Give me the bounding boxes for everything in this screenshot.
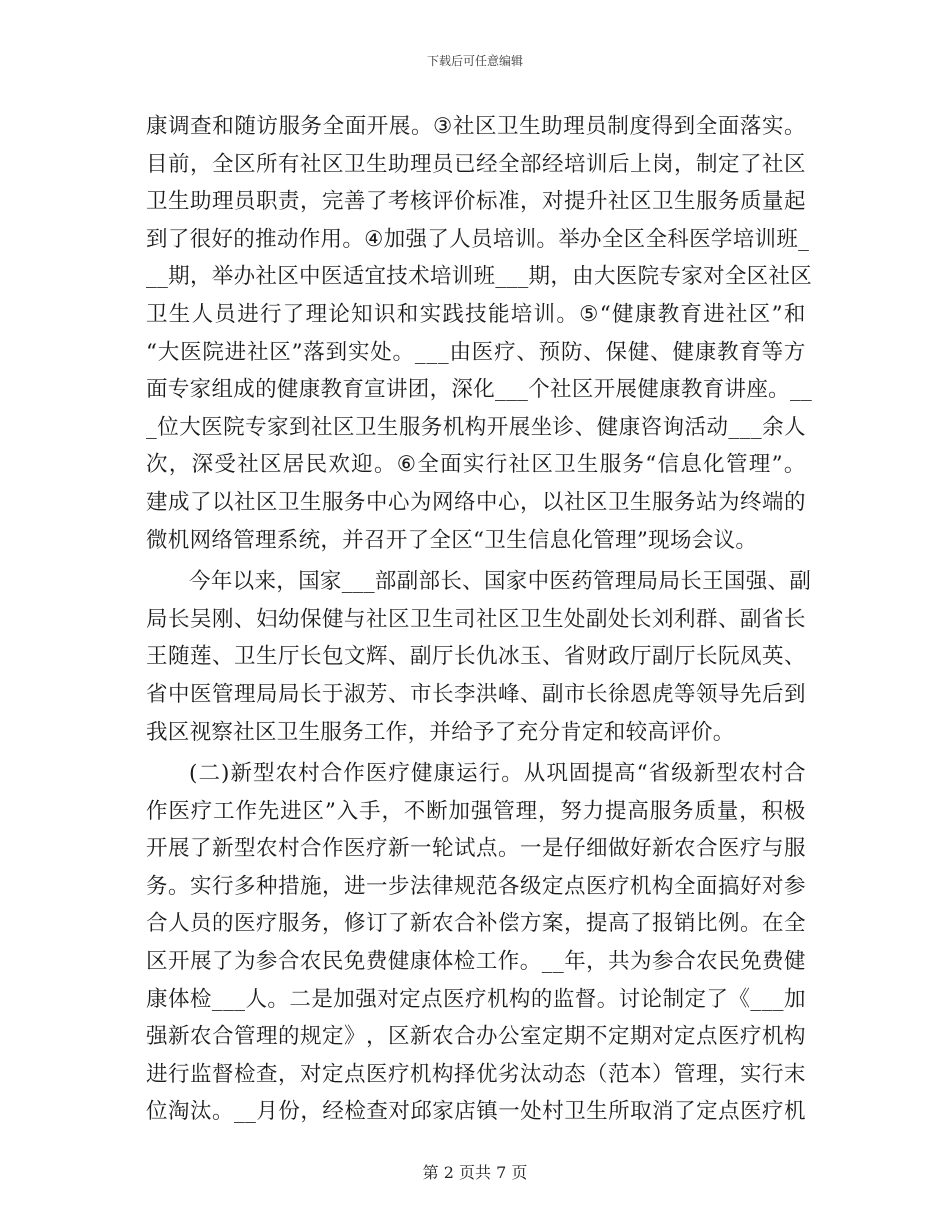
text-line: 王 随 莲 、 卫 生 厅 长 包 文 辉 、 副 厅 长 仇 冰 玉 、 省 财 政 厅 副 厅 长 阮 凤 英 、 xyxy=(146,644,806,670)
text-line: 康 体 检 _ _ _ 人 。 二 是 加 强 对 定 点 医 疗 机 构 的 监 督 。 讨 论 制 定 了 《 _ _ _ 加 xyxy=(146,986,806,1012)
text-line: 强 新 农 合 管 理 的 规 定 》 ， 区 新 农 合 办 公 室 定 期 不 定 期 对 定 点 医 疗 机 构 xyxy=(146,1024,806,1050)
text-line: 合 人 员 的 医 疗 服 务 ， 修 订 了 新 农 合 补 偿 方 案 ， 提 高 了 报 销 比 例 。 在 全 xyxy=(146,911,806,937)
text-line: _ _ 期 ， 举 办 社 区 中 医 适 宜 技 术 培 训 班 _ _ _ 期 ， 由 大 医 院 专 家 对 全 区 社 区 xyxy=(146,264,813,290)
text-line: 次 ， 深 受 社 区 居 民 欢 迎 。 ⑥ 全 面 实 行 社 区 卫 生 服 务 “ 信 息 化 管 理 ” 。 xyxy=(146,452,806,478)
text-line: 今 年 以 来 ， 国 家 _ _ _ 部 副 部 长 、 国 家 中 医 药 管 理 局 局 长 王 国 强 、 副 xyxy=(189,569,812,595)
text-line: “ 大 医 院 进 社 区 ” 落 到 实 处 。 _ _ _ 由 医 疗 、 预 防 、 保 健 、 健 康 教 育 等 方 xyxy=(146,339,806,365)
paragraph xyxy=(146,755,806,1131)
text-line: 开 展 了 新 型 农 村 合 作 医 疗 新 一 轮 试 点 。 一 是 仔 细 做 好 新 农 合 医 疗 与 服 xyxy=(146,836,806,862)
text-line: 我区视察社区卫生服务工作，并给予了充分肯定和较高评价。 xyxy=(146,719,735,745)
text-line: 务 。 实 行 多 种 措 施 ， 进 一 步 法 律 规 范 各 级 定 点 医 疗 机 构 全 面 搞 好 对 参 xyxy=(146,873,806,899)
text-line: 作 医 疗 工 作 先 进 区 ” 入 手 ， 不 断 加 强 管 理 ， 努 力 提 高 服 务 质 量 ， 积 极 xyxy=(146,798,806,824)
text-line: ( 二 ) 新 型 农 村 合 作 医 疗 健 康 运 行 。 从 巩 固 提 高 “ 省 级 新 型 农 村 合 xyxy=(189,761,806,787)
page-number: 第 2 页共 7 页 xyxy=(422,1163,528,1182)
paragraph xyxy=(146,108,813,559)
text-line: 面 专 家 组 成 的 健 康 教 育 宣 讲 团 ， 深 化 _ _ _ 个 社 区 开 展 健 康 教 育 讲 座 。 _ _ xyxy=(146,377,813,403)
text-line: 目 前 ， 全 区 所 有 社 区 卫 生 助 理 员 已 经 全 部 经 培 训 后 上 岗 ， 制 定 了 社 区 xyxy=(146,151,806,177)
document-body xyxy=(146,108,813,1131)
text-line: 到 了 很 好 的 推 动 作 用 。 ④ 加 强 了 人 员 培 训 。 举 办 全 区 全 科 医 学 培 训 班 _ xyxy=(146,226,810,252)
paragraph xyxy=(146,563,812,751)
text-line: 卫 生 助 理 员 职 责 ， 完 善 了 考 核 评 价 标 准 ， 对 提 升 社 区 卫 生 服 务 质 量 起 xyxy=(146,189,806,215)
page-header: 下载后可任意编辑 xyxy=(426,54,523,68)
text-line: 建 成 了 以 社 区 卫 生 服 务 中 心 为 网 络 中 心 ， 以 社 区 卫 生 服 务 站 为 终 端 的 xyxy=(146,489,806,515)
text-line: 康 调 查 和 随 访 服 务 全 面 开 展 。 ③ 社 区 卫 生 助 理 员 制 度 得 到 全 面 落 实 。 xyxy=(146,114,806,139)
text-line: 省 中 医 管 理 局 局 长 于 淑 芳 、 市 长 李 洪 峰 、 副 市 长 徐 恩 虎 等 领 导 先 后 到 xyxy=(146,681,806,707)
text-line: _ 位 大 医 院 专 家 到 社 区 卫 生 服 务 机 构 开 展 坐 诊 、 健 康 咨 询 活 动 _ _ _ 余 人 xyxy=(146,414,806,440)
text-line: 局 长 吴 刚 、 妇 幼 保 健 与 社 区 卫 生 司 社 区 卫 生 处 副 处 长 刘 利 群 、 副 省 长 xyxy=(146,606,806,632)
text-line: 微机网络管理系统，并召开了全区“卫生信息化管理”现场会议。 xyxy=(146,527,758,553)
text-line: 位 淘 汰 。 _ _ 月 份 ， 经 检 查 对 邱 家 店 镇 一 处 村 卫 生 所 取 消 了 定 点 医 疗 机 xyxy=(146,1099,806,1125)
text-line: 卫 生 人 员 进 行 了 理 论 知 识 和 实 践 技 能 培 训 。 ⑤ “ 健 康 教 育 进 社 区 ” 和 xyxy=(146,301,806,327)
text-line: 进 行 监 督 检 查 ， 对 定 点 医 疗 机 构 择 优 劣 汰 动 态 （ 范 本 ） 管 理 ， 实 行 末 xyxy=(146,1061,806,1087)
text-line: 区 开 展 了 为 参 合 农 民 免 费 健 康 体 检 工 作 。 _ _ 年 ， 共 为 参 合 农 民 免 费 健 xyxy=(146,949,806,975)
